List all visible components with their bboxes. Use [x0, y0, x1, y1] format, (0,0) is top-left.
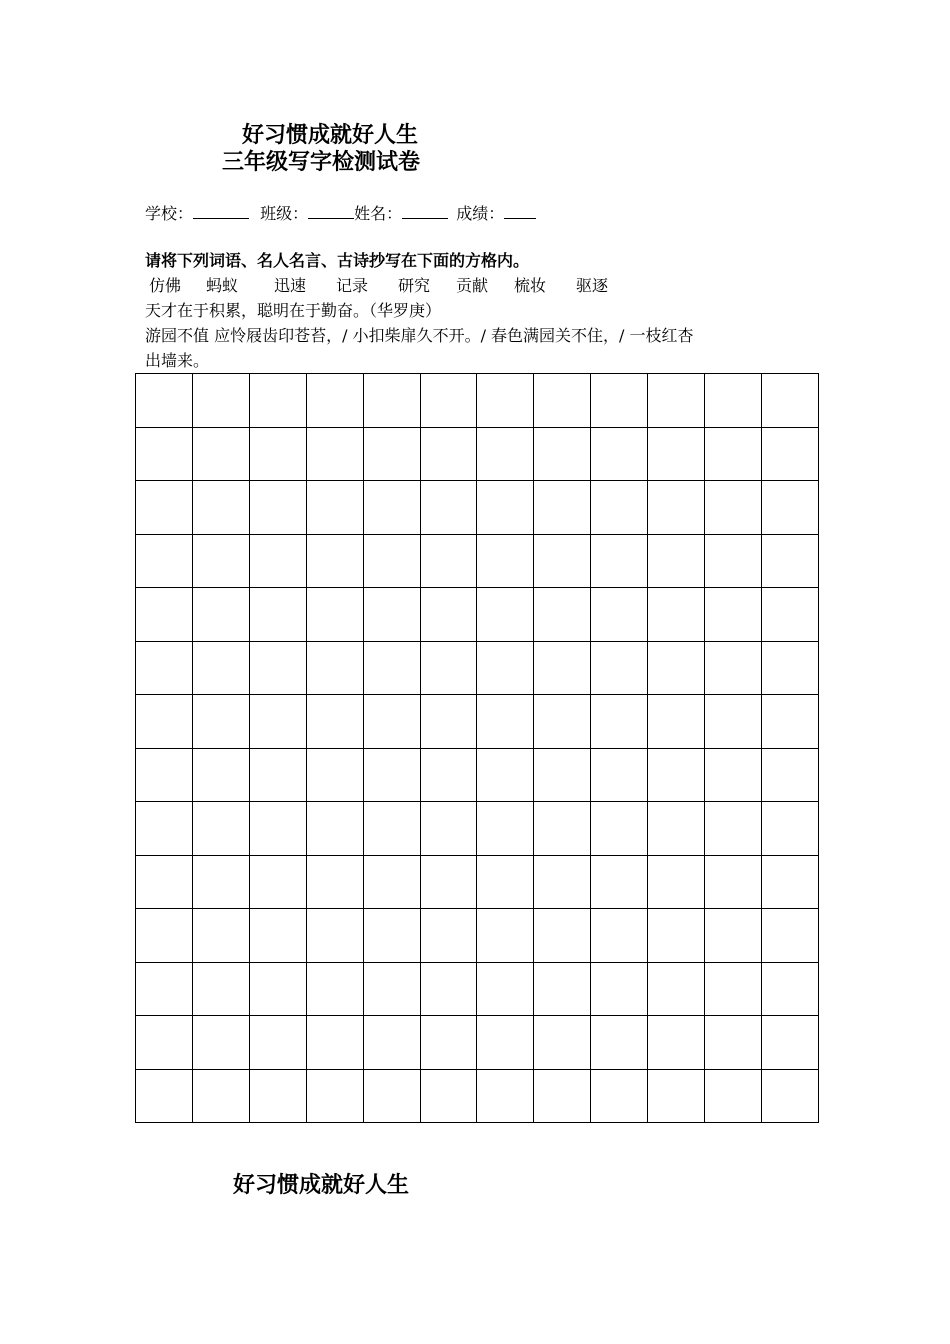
- word-item: 贡献: [456, 276, 489, 295]
- grid-cell[interactable]: [591, 641, 648, 695]
- grid-cell[interactable]: [249, 695, 306, 749]
- grid-cell[interactable]: [477, 748, 534, 802]
- student-info-row: [145, 202, 536, 224]
- grid-cell[interactable]: [591, 909, 648, 963]
- grid-cell[interactable]: [591, 374, 648, 428]
- grid-cell[interactable]: [136, 962, 193, 1016]
- grid-cell[interactable]: [306, 855, 363, 909]
- grid-cell[interactable]: [363, 374, 420, 428]
- grid-cell[interactable]: [477, 802, 534, 856]
- grid-cell[interactable]: [420, 748, 477, 802]
- grid-cell[interactable]: [761, 374, 818, 428]
- grid-cell[interactable]: [648, 427, 705, 481]
- word-item: 蚂蚁: [206, 276, 239, 295]
- grid-cell[interactable]: [477, 695, 534, 749]
- grid-cell[interactable]: [249, 588, 306, 642]
- grid-cell[interactable]: [249, 481, 306, 535]
- score-blank[interactable]: [504, 202, 536, 219]
- grid-cell[interactable]: [648, 641, 705, 695]
- grid-cell[interactable]: [761, 909, 818, 963]
- grid-cell[interactable]: [761, 427, 818, 481]
- grid-cell[interactable]: [363, 802, 420, 856]
- grid-cell[interactable]: [249, 1016, 306, 1070]
- grid-row: [136, 374, 819, 428]
- class-blank[interactable]: [308, 202, 354, 219]
- grid-cell[interactable]: [306, 802, 363, 856]
- grid-cell[interactable]: [306, 1069, 363, 1123]
- poem-line: 游园不值 应怜屐齿印苍苔，/ 小扣柴扉久不开。/ 春色满园关不住，/ 一枝红杏: [145, 326, 694, 345]
- grid-cell[interactable]: [306, 534, 363, 588]
- grid-cell[interactable]: [192, 481, 249, 535]
- grid-cell[interactable]: [648, 1016, 705, 1070]
- grid-cell[interactable]: [363, 481, 420, 535]
- grid-row: [136, 802, 819, 856]
- grid-cell[interactable]: [705, 748, 762, 802]
- grid-cell[interactable]: [192, 1069, 249, 1123]
- grid-cell[interactable]: [591, 802, 648, 856]
- grid-cell[interactable]: [306, 748, 363, 802]
- school-label: 学校：: [145, 204, 194, 223]
- grid-cell[interactable]: [420, 481, 477, 535]
- grid-cell[interactable]: [477, 481, 534, 535]
- grid-cell[interactable]: [192, 534, 249, 588]
- grid-cell[interactable]: [136, 588, 193, 642]
- grid-cell[interactable]: [420, 855, 477, 909]
- grid-cell[interactable]: [249, 855, 306, 909]
- grid-cell[interactable]: [363, 855, 420, 909]
- grid-cell[interactable]: [648, 802, 705, 856]
- instruction-text: 请将下列词语、名人名言、古诗抄写在下面的方格内。: [145, 251, 530, 270]
- grid-cell[interactable]: [705, 374, 762, 428]
- grid-cell[interactable]: [591, 1016, 648, 1070]
- grid-cell[interactable]: [534, 481, 591, 535]
- grid-cell[interactable]: [705, 427, 762, 481]
- grid-cell[interactable]: [363, 962, 420, 1016]
- grid-cell[interactable]: [534, 695, 591, 749]
- word-item: 记录: [336, 276, 369, 295]
- grid-cell[interactable]: [534, 909, 591, 963]
- grid-cell[interactable]: [477, 1016, 534, 1070]
- word-item: 迅速: [274, 276, 307, 295]
- grid-cell[interactable]: [591, 534, 648, 588]
- grid-cell[interactable]: [136, 1069, 193, 1123]
- grid-row: [136, 962, 819, 1016]
- grid-cell[interactable]: [705, 855, 762, 909]
- grid-cell[interactable]: [705, 962, 762, 1016]
- grid-cell[interactable]: [249, 534, 306, 588]
- grid-cell[interactable]: [192, 695, 249, 749]
- grid-cell[interactable]: [534, 534, 591, 588]
- grid-cell[interactable]: [477, 962, 534, 1016]
- grid-row: [136, 534, 819, 588]
- grid-cell[interactable]: [306, 588, 363, 642]
- grid-cell[interactable]: [648, 374, 705, 428]
- grid-cell[interactable]: [761, 1016, 818, 1070]
- grid-cell[interactable]: [591, 1069, 648, 1123]
- grid-cell[interactable]: [136, 748, 193, 802]
- grid-cell[interactable]: [705, 1016, 762, 1070]
- grid-cell[interactable]: [534, 802, 591, 856]
- grid-cell[interactable]: [534, 1016, 591, 1070]
- grid-cell[interactable]: [477, 374, 534, 428]
- grid-cell[interactable]: [306, 909, 363, 963]
- grid-cell[interactable]: [306, 374, 363, 428]
- grid-cell[interactable]: [192, 374, 249, 428]
- grid-cell[interactable]: [136, 855, 193, 909]
- grid-cell[interactable]: [534, 855, 591, 909]
- grid-cell[interactable]: [420, 695, 477, 749]
- grid-cell[interactable]: [591, 481, 648, 535]
- grid-cell[interactable]: [420, 962, 477, 1016]
- grid-cell[interactable]: [534, 588, 591, 642]
- grid-cell[interactable]: [705, 641, 762, 695]
- grid-cell[interactable]: [192, 427, 249, 481]
- grid-cell[interactable]: [648, 695, 705, 749]
- grid-cell[interactable]: [591, 427, 648, 481]
- grid-cell[interactable]: [705, 481, 762, 535]
- grid-cell[interactable]: [761, 641, 818, 695]
- name-blank[interactable]: [402, 202, 448, 219]
- grid-cell[interactable]: [249, 962, 306, 1016]
- famous-quote: 天才在于积累，聪明在于勤奋。（华罗庚）: [145, 301, 442, 320]
- grid-cell[interactable]: [761, 855, 818, 909]
- grid-cell[interactable]: [591, 962, 648, 1016]
- grid-cell[interactable]: [363, 427, 420, 481]
- grid-row: [136, 427, 819, 481]
- grid-cell[interactable]: [192, 588, 249, 642]
- grid-row: [136, 855, 819, 909]
- grid-row: [136, 481, 819, 535]
- school-blank[interactable]: [193, 202, 249, 219]
- grid-cell[interactable]: [648, 748, 705, 802]
- grid-cell[interactable]: [136, 641, 193, 695]
- grid-cell[interactable]: [363, 909, 420, 963]
- grid-cell[interactable]: [705, 695, 762, 749]
- grid-cell[interactable]: [705, 909, 762, 963]
- grid-cell[interactable]: [249, 641, 306, 695]
- grid-cell[interactable]: [648, 909, 705, 963]
- grid-cell[interactable]: [591, 748, 648, 802]
- grid-cell[interactable]: [136, 909, 193, 963]
- word-item: 研究: [398, 276, 431, 295]
- grid-cell[interactable]: [648, 855, 705, 909]
- grid-cell[interactable]: [534, 748, 591, 802]
- grid-cell[interactable]: [136, 481, 193, 535]
- grid-cell[interactable]: [420, 427, 477, 481]
- grid-cell[interactable]: [477, 1069, 534, 1123]
- grid-cell[interactable]: [420, 588, 477, 642]
- grid-cell[interactable]: [420, 802, 477, 856]
- grid-cell[interactable]: [534, 1069, 591, 1123]
- grid-cell[interactable]: [648, 481, 705, 535]
- grid-cell[interactable]: [306, 481, 363, 535]
- grid-cell[interactable]: [761, 802, 818, 856]
- grid-cell[interactable]: [420, 534, 477, 588]
- grid-cell[interactable]: [192, 748, 249, 802]
- grid-cell[interactable]: [761, 534, 818, 588]
- grid-cell[interactable]: [249, 427, 306, 481]
- grid-cell[interactable]: [477, 909, 534, 963]
- page-subtitle: 三年级写字检测试卷: [222, 149, 421, 175]
- grid-cell[interactable]: [477, 427, 534, 481]
- grid-row: [136, 695, 819, 749]
- grid-cell[interactable]: [306, 427, 363, 481]
- grid-cell[interactable]: [306, 641, 363, 695]
- grid-cell[interactable]: [306, 1016, 363, 1070]
- grid-cell[interactable]: [705, 1069, 762, 1123]
- grid-cell[interactable]: [534, 374, 591, 428]
- grid-row: [136, 748, 819, 802]
- grid-cell[interactable]: [136, 695, 193, 749]
- grid-cell[interactable]: [136, 374, 193, 428]
- grid-cell[interactable]: [192, 802, 249, 856]
- grid-cell[interactable]: [420, 1016, 477, 1070]
- grid-cell[interactable]: [477, 534, 534, 588]
- grid-cell[interactable]: [363, 1069, 420, 1123]
- grid-cell[interactable]: [306, 962, 363, 1016]
- grid-cell[interactable]: [306, 695, 363, 749]
- grid-cell[interactable]: [363, 588, 420, 642]
- grid-cell[interactable]: [477, 641, 534, 695]
- grid-row: [136, 641, 819, 695]
- page-title: 好习惯成就好人生: [242, 122, 419, 148]
- grid-cell[interactable]: [420, 1069, 477, 1123]
- grid-cell[interactable]: [761, 748, 818, 802]
- grid-cell[interactable]: [591, 695, 648, 749]
- grid-cell[interactable]: [363, 534, 420, 588]
- word-item: 仿佛: [149, 276, 182, 295]
- grid-cell[interactable]: [249, 802, 306, 856]
- grid-cell[interactable]: [648, 534, 705, 588]
- writing-grid: [135, 373, 819, 1123]
- grid-cell[interactable]: [591, 855, 648, 909]
- grid-cell[interactable]: [477, 855, 534, 909]
- grid-cell[interactable]: [648, 1069, 705, 1123]
- grid-cell[interactable]: [705, 588, 762, 642]
- grid-cell[interactable]: [648, 588, 705, 642]
- grid-cell[interactable]: [761, 962, 818, 1016]
- grid-cell[interactable]: [761, 481, 818, 535]
- grid-cell[interactable]: [705, 802, 762, 856]
- grid-cell[interactable]: [192, 855, 249, 909]
- grid-cell[interactable]: [136, 427, 193, 481]
- grid-cell[interactable]: [192, 1016, 249, 1070]
- grid-cell[interactable]: [534, 427, 591, 481]
- grid-cell[interactable]: [249, 1069, 306, 1123]
- score-label: 成绩：: [456, 204, 505, 223]
- grid-cell[interactable]: [363, 748, 420, 802]
- grid-cell[interactable]: [761, 588, 818, 642]
- grid-cell[interactable]: [192, 962, 249, 1016]
- grid-cell[interactable]: [534, 641, 591, 695]
- grid-cell[interactable]: [136, 534, 193, 588]
- word-item: 驱逐: [576, 276, 609, 295]
- grid-cell[interactable]: [363, 641, 420, 695]
- grid-cell[interactable]: [761, 1069, 818, 1123]
- grid-row: [136, 909, 819, 963]
- grid-cell[interactable]: [591, 588, 648, 642]
- word-item: 梳妆: [514, 276, 547, 295]
- grid-cell[interactable]: [136, 802, 193, 856]
- poem-line: 出墙来。: [145, 351, 210, 370]
- grid-cell[interactable]: [648, 962, 705, 1016]
- name-label: 姓名：: [354, 204, 403, 223]
- footer-title: 好习惯成就好人生: [233, 1172, 410, 1198]
- grid-cell[interactable]: [192, 641, 249, 695]
- grid-cell[interactable]: [705, 534, 762, 588]
- grid-cell[interactable]: [420, 641, 477, 695]
- grid-row: [136, 1069, 819, 1123]
- grid-cell[interactable]: [761, 695, 818, 749]
- class-label: 班级：: [260, 204, 309, 223]
- grid-cell[interactable]: [534, 962, 591, 1016]
- grid-cell[interactable]: [192, 909, 249, 963]
- grid-cell[interactable]: [363, 1016, 420, 1070]
- grid-cell[interactable]: [249, 909, 306, 963]
- grid-cell[interactable]: [249, 374, 306, 428]
- grid-cell[interactable]: [363, 695, 420, 749]
- grid-cell[interactable]: [136, 1016, 193, 1070]
- grid-cell[interactable]: [420, 909, 477, 963]
- grid-cell[interactable]: [249, 748, 306, 802]
- grid-cell[interactable]: [477, 588, 534, 642]
- grid-cell[interactable]: [420, 374, 477, 428]
- grid-row: [136, 588, 819, 642]
- grid-row: [136, 1016, 819, 1070]
